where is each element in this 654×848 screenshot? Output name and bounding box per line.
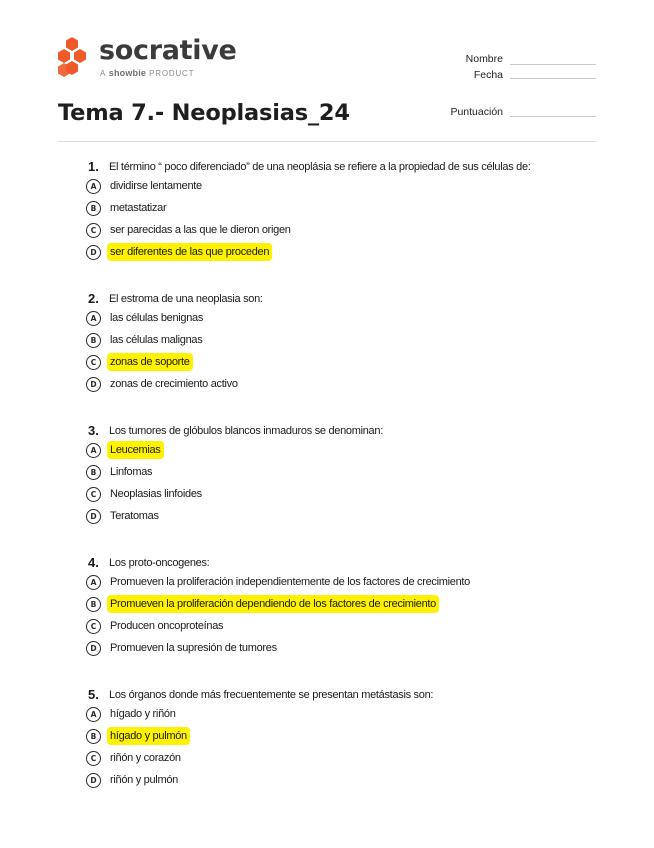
answer-bubble-d[interactable]: D [86,509,101,524]
answer-bubble-d[interactable]: D [86,641,101,656]
question-stem [86,158,596,176]
answer-text: Neoplasias linfoides [110,488,202,500]
correct-answer-text: zonas de soporte [107,353,193,371]
score-label: Puntuación [450,106,503,118]
answer-option[interactable] [86,352,596,374]
answer-bubble-a[interactable]: A [86,575,101,590]
answer-option[interactable] [86,220,596,242]
answer-bubble-d[interactable]: D [86,245,101,260]
answer-text: hígado y riñón [110,708,176,720]
answer-text: metastatizar [110,202,167,214]
answer-option[interactable] [86,462,596,484]
question-stem [86,422,596,440]
answer-bubble-a[interactable]: A [86,311,101,326]
question-stem [86,686,596,704]
answer-text: Teratomas [110,510,159,522]
brand-name: socrative [99,35,237,66]
answer-option[interactable] [86,440,596,462]
answer-option[interactable] [86,572,596,594]
answer-option[interactable] [86,308,596,330]
header-divider [58,141,596,142]
answer-option[interactable] [86,506,596,528]
answer-option[interactable] [86,484,596,506]
answer-bubble-c[interactable]: C [86,487,101,502]
answer-text: Promueven la supresión de tumores [110,642,277,654]
answer-text: Promueven la proliferación independientemente de los factores de crecimiento [110,576,470,588]
question-stem [86,290,596,308]
answer-option[interactable] [86,704,596,726]
answer-text: dividirse lentamente [110,180,202,192]
correct-answer-text: Promueven la proliferación dependiendo de los factores de crecimiento [107,595,439,613]
answer-bubble-b[interactable]: B [86,465,101,480]
answer-option[interactable] [86,770,596,792]
answer-bubble-b[interactable]: B [86,333,101,348]
name-label: Nombre [465,53,503,65]
tagline-brand: showbie [108,68,147,78]
answer-option[interactable] [86,198,596,220]
correct-answer-text: Leucemias [107,441,164,459]
answer-option[interactable] [86,594,596,616]
question-text: El estroma de una neoplasia son: [109,293,263,305]
question-text: Los órganos donde más frecuentemente se presentan metástasis son: [109,689,434,701]
answer-bubble-a[interactable]: A [86,179,101,194]
tagline-suffix: PRODUCT [149,69,195,78]
question-block [86,554,596,686]
question-text: Los proto-oncogenes: [109,557,210,569]
answer-bubble-c[interactable]: C [86,355,101,370]
date-label: Fecha [473,69,503,81]
answer-text: las células benignas [110,312,204,324]
answer-bubble-d[interactable]: D [86,377,101,392]
question-block [86,158,596,290]
answer-bubble-d[interactable]: D [86,773,101,788]
question-block [86,422,596,554]
answer-option[interactable] [86,374,596,396]
date-line[interactable] [510,78,596,79]
question-list [86,158,596,818]
answer-bubble-c[interactable]: C [86,619,101,634]
answer-text: riñón y pulmón [110,774,178,786]
answer-bubble-c[interactable]: C [86,751,101,766]
answer-option[interactable] [86,330,596,352]
question-stem [86,554,596,572]
question-number: 2. [88,291,99,306]
answer-bubble-b[interactable]: B [86,729,101,744]
question-number: 4. [88,555,99,570]
question-block [86,290,596,422]
hexagon-cluster-icon [58,36,90,78]
tagline-prefix: A [100,69,106,78]
question-number: 3. [88,423,99,438]
answer-option[interactable] [86,176,596,198]
answer-text: Linfomas [110,466,153,478]
answer-text: Producen oncoproteínas [110,620,224,632]
page-title: Tema 7.- Neoplasias_24 [58,100,350,126]
question-text: Los tumores de glóbulos blancos inmaduros se denominan: [109,425,383,437]
answer-bubble-c[interactable]: C [86,223,101,238]
answer-bubble-b[interactable]: B [86,201,101,216]
name-line[interactable] [510,64,596,65]
answer-option[interactable] [86,748,596,770]
question-block [86,686,596,818]
answer-bubble-b[interactable]: B [86,597,101,612]
answer-option[interactable] [86,616,596,638]
answer-option[interactable] [86,638,596,660]
question-number: 5. [88,687,99,702]
answer-option[interactable] [86,242,596,264]
answer-text: ser parecidas a las que le dieron origen [110,224,291,236]
answer-option[interactable] [86,726,596,748]
correct-answer-text: ser diferentes de las que proceden [107,243,272,261]
question-number: 1. [88,159,99,174]
correct-answer-text: hígado y pulmón [107,727,190,745]
score-line[interactable] [510,116,596,117]
answer-text: las células malignas [110,334,203,346]
answer-bubble-a[interactable]: A [86,443,101,458]
answer-bubble-a[interactable]: A [86,707,101,722]
answer-text: zonas de crecimiento activo [110,378,238,390]
answer-text: riñón y corazón [110,752,181,764]
question-text: El término “ poco diferenciado” de una neoplásia se refiere a la propiedad de sus células de: [109,161,531,173]
socrative-logo [58,36,258,82]
brand-tagline [100,68,194,79]
